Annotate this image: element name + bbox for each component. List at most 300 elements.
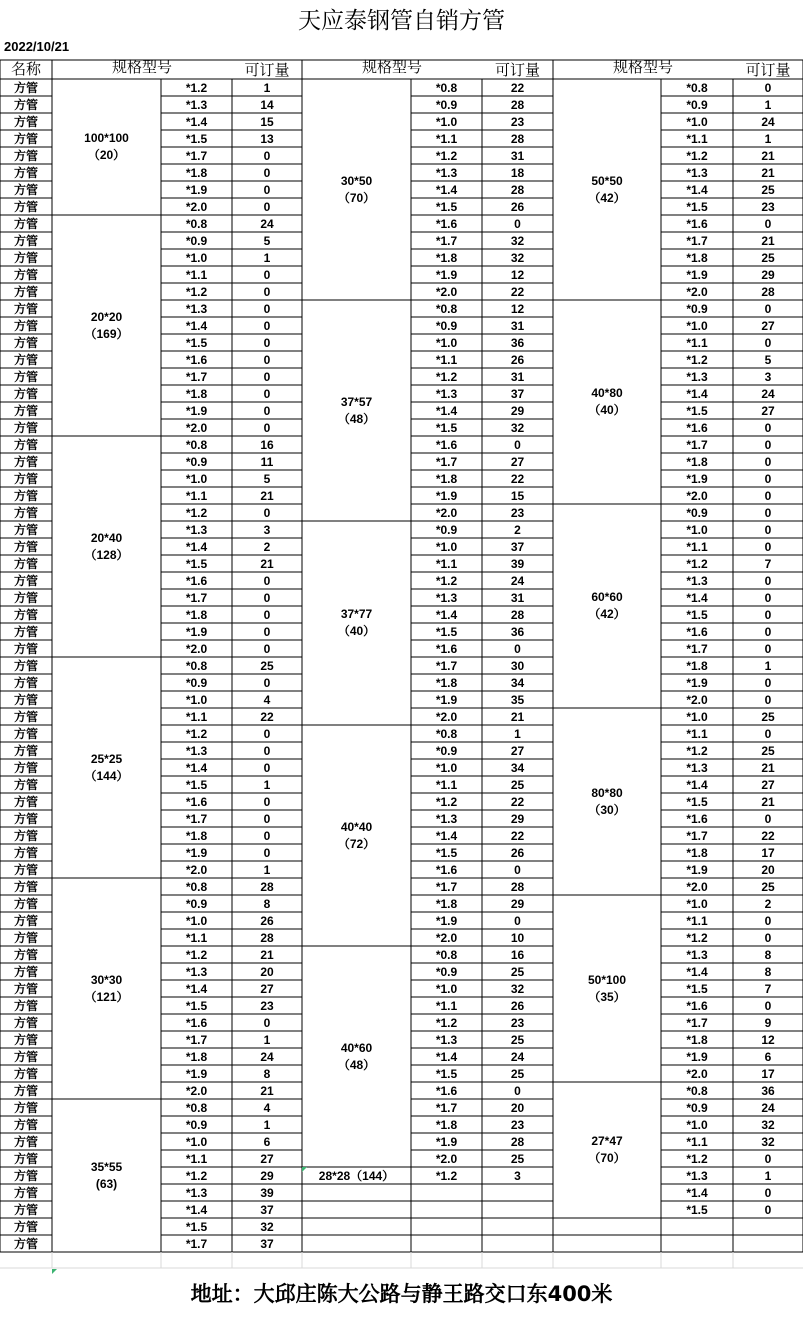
qty-cell: 24 (761, 387, 775, 401)
qty-cell: 22 (510, 472, 525, 486)
product-name: 方管 (13, 710, 38, 724)
product-name: 方管 (13, 1118, 38, 1132)
thickness-cell: *0.8 (435, 948, 458, 962)
thickness-cell: *1.4 (185, 1203, 208, 1217)
spec-label: 35*55 (90, 1159, 123, 1174)
qty-cell: 23 (510, 1118, 525, 1132)
qty-cell: 0 (263, 574, 271, 588)
thickness-cell: *1.1 (185, 489, 208, 503)
header-qty-3: 可订量 (745, 61, 791, 79)
qty-cell: 13 (260, 132, 274, 146)
qty-cell: 14 (260, 98, 274, 112)
qty-cell: 27 (761, 404, 775, 418)
qty-cell: 36 (510, 625, 525, 639)
product-name: 方管 (13, 574, 38, 588)
thickness-cell: *1.8 (435, 897, 458, 911)
spec-label: 20*20 (90, 309, 123, 324)
thickness-cell: *1.0 (185, 1135, 208, 1149)
thickness-cell: *1.1 (435, 353, 458, 367)
qty-cell: 23 (510, 115, 525, 129)
qty-cell: 0 (263, 404, 271, 418)
thickness-cell: *1.4 (435, 183, 458, 197)
product-name: 方管 (13, 1237, 38, 1251)
qty-cell: 26 (510, 353, 525, 367)
qty-cell: 25 (761, 880, 775, 894)
product-name: 方管 (13, 540, 38, 554)
thickness-cell: *1.3 (185, 744, 208, 758)
qty-cell: 0 (764, 727, 772, 741)
thickness-cell: *2.0 (686, 693, 708, 707)
product-name: 方管 (13, 285, 38, 299)
qty-cell: 28 (260, 931, 274, 945)
spec-label: 37*57 (340, 394, 373, 409)
thickness-cell: *1.5 (435, 846, 458, 860)
qty-cell: 15 (510, 489, 525, 503)
qty-cell: 0 (764, 455, 772, 469)
thickness-cell: *1.8 (185, 608, 208, 622)
thickness-cell: *1.0 (435, 115, 458, 129)
qty-cell: 0 (764, 472, 772, 486)
thickness-cell: *0.8 (686, 1084, 708, 1098)
qty-cell: 22 (510, 795, 525, 809)
thickness-cell: *2.0 (435, 1152, 458, 1166)
thickness-cell: *1.5 (185, 132, 208, 146)
qty-cell: 21 (260, 948, 274, 962)
spec-label: 40*40 (340, 819, 373, 834)
thickness-cell: *1.3 (435, 812, 458, 826)
qty-cell: 29 (761, 268, 775, 282)
product-name: 方管 (13, 506, 38, 520)
thickness-cell: *1.4 (185, 540, 208, 554)
qty-cell: 25 (510, 965, 525, 979)
thickness-cell: *0.8 (185, 217, 208, 231)
thickness-cell: *1.6 (185, 1016, 208, 1030)
thickness-cell: *1.7 (185, 1237, 208, 1251)
thickness-cell: *1.9 (686, 676, 708, 690)
thickness-cell: *1.3 (686, 1169, 708, 1183)
thickness-cell: *1.1 (435, 557, 458, 571)
thickness-cell: *1.0 (435, 336, 458, 350)
qty-cell: 0 (263, 506, 271, 520)
thickness-cell: *0.9 (686, 1101, 708, 1115)
qty-cell: 0 (263, 846, 271, 860)
spec-label: 20*40 (90, 530, 123, 545)
thickness-cell: *1.3 (435, 166, 458, 180)
qty-cell: 23 (510, 1016, 525, 1030)
thickness-cell: *1.6 (686, 217, 708, 231)
qty-cell: 24 (510, 1050, 525, 1064)
qty-cell: 28 (510, 183, 525, 197)
spec-count: （20） (87, 148, 126, 162)
qty-cell: 22 (510, 285, 525, 299)
qty-cell: 0 (263, 336, 271, 350)
qty-cell: 25 (761, 710, 775, 724)
thickness-cell: *1.6 (435, 438, 458, 452)
thickness-cell: *1.7 (686, 1016, 708, 1030)
qty-cell: 1 (263, 778, 271, 792)
thickness-cell: *1.5 (185, 999, 208, 1013)
thickness-cell: *1.2 (185, 81, 208, 95)
thickness-cell: *1.5 (686, 200, 708, 214)
qty-cell: 0 (514, 438, 521, 452)
qty-cell: 0 (263, 591, 271, 605)
qty-cell: 28 (510, 98, 525, 112)
thickness-cell: *1.7 (435, 659, 458, 673)
qty-cell: 29 (260, 1169, 274, 1183)
product-name: 方管 (13, 421, 38, 435)
product-name: 方管 (13, 1067, 38, 1081)
thickness-cell: *1.8 (185, 1050, 208, 1064)
qty-cell: 32 (510, 251, 525, 265)
qty-cell: 27 (510, 455, 525, 469)
thickness-cell: *2.0 (435, 931, 458, 945)
thickness-cell: *1.2 (435, 1016, 458, 1030)
product-name: 方管 (13, 217, 38, 231)
qty-cell: 0 (514, 863, 521, 877)
qty-cell: 24 (510, 574, 525, 588)
thickness-cell: *0.9 (435, 744, 458, 758)
product-name: 方管 (13, 1186, 38, 1200)
qty-cell: 10 (510, 931, 525, 945)
cell-marker-icon (302, 1167, 307, 1172)
thickness-cell: *1.0 (435, 982, 458, 996)
product-name: 方管 (13, 336, 38, 350)
header-spec-3: 规格型号 (612, 58, 673, 76)
qty-cell: 0 (764, 489, 772, 503)
thickness-cell: *1.2 (686, 744, 708, 758)
qty-cell: 3 (764, 370, 772, 384)
thickness-cell: *1.1 (686, 1135, 708, 1149)
qty-cell: 0 (764, 914, 772, 928)
qty-cell: 0 (263, 421, 271, 435)
qty-cell: 1 (764, 98, 772, 112)
qty-cell: 37 (510, 387, 525, 401)
product-name: 方管 (13, 999, 38, 1013)
qty-cell: 39 (510, 557, 525, 571)
product-name: 方管 (13, 591, 38, 605)
qty-cell: 0 (263, 353, 271, 367)
address-footer: 地址：大邱庄陈大公路与静王路交口东400米 (190, 1282, 613, 1306)
thickness-cell: *1.2 (435, 1169, 458, 1183)
qty-cell: 4 (263, 693, 271, 707)
qty-cell: 25 (761, 183, 775, 197)
thickness-cell: *0.9 (435, 98, 458, 112)
thickness-cell: *1.5 (686, 1203, 708, 1217)
qty-cell: 24 (260, 1050, 274, 1064)
spec-count: （48） (337, 1057, 376, 1072)
thickness-cell: *1.3 (686, 761, 708, 775)
qty-cell: 0 (764, 625, 772, 639)
qty-cell: 3 (263, 523, 271, 537)
qty-cell: 0 (263, 625, 271, 639)
qty-cell: 6 (764, 1050, 772, 1064)
thickness-cell: *1.7 (686, 438, 708, 452)
thickness-cell: *1.4 (686, 387, 708, 401)
qty-cell: 8 (764, 965, 772, 979)
thickness-cell: *1.3 (185, 965, 208, 979)
thickness-cell: *0.8 (185, 659, 208, 673)
qty-cell: 32 (510, 234, 525, 248)
spec-label: 100*100 (84, 131, 129, 145)
thickness-cell: *1.6 (435, 642, 458, 656)
thickness-cell: *1.8 (686, 1033, 708, 1047)
spec-count: （30） (588, 802, 626, 817)
thickness-cell: *1.7 (686, 642, 708, 656)
qty-cell: 2 (514, 523, 521, 537)
product-name: 方管 (13, 438, 38, 452)
thickness-cell: *1.9 (185, 183, 208, 197)
product-name: 方管 (13, 472, 38, 486)
thickness-cell: *0.9 (185, 234, 208, 248)
header-name: 名称 (10, 60, 41, 78)
qty-cell: 0 (263, 608, 271, 622)
qty-cell: 1 (263, 251, 271, 265)
qty-cell: 29 (510, 897, 525, 911)
page-title: 天应泰钢管自销方管 (298, 8, 505, 34)
thickness-cell: *1.9 (185, 846, 208, 860)
thickness-cell: *1.6 (435, 1084, 458, 1098)
thickness-cell: *1.6 (435, 217, 458, 231)
qty-cell: 0 (263, 387, 271, 401)
thickness-cell: *2.0 (686, 285, 708, 299)
thickness-cell: *1.3 (185, 302, 208, 316)
qty-cell: 0 (764, 540, 772, 554)
qty-cell: 0 (263, 727, 271, 741)
qty-cell: 39 (260, 1186, 274, 1200)
qty-cell: 23 (510, 506, 525, 520)
product-name: 方管 (13, 200, 38, 214)
product-name: 方管 (13, 149, 38, 163)
spec-count: (63) (95, 1176, 118, 1191)
thickness-cell: *1.3 (435, 387, 458, 401)
product-name: 方管 (13, 1101, 38, 1115)
qty-cell: 34 (510, 761, 525, 775)
spec-label: 40*60 (340, 1040, 373, 1055)
product-name: 方管 (13, 81, 38, 95)
header-spec-2: 规格型号 (361, 58, 422, 76)
product-name: 方管 (13, 183, 38, 197)
thickness-cell: *1.7 (185, 812, 208, 826)
thickness-cell: *1.9 (435, 268, 458, 282)
thickness-cell: *2.0 (686, 880, 708, 894)
thickness-cell: *2.0 (435, 506, 458, 520)
thickness-cell: *1.8 (686, 251, 708, 265)
qty-cell: 0 (514, 217, 521, 231)
thickness-cell: *1.1 (435, 999, 458, 1013)
qty-cell: 25 (761, 251, 775, 265)
product-name: 方管 (13, 387, 38, 401)
product-name: 方管 (13, 268, 38, 282)
thickness-cell: *1.9 (435, 914, 458, 928)
thickness-cell: *1.1 (185, 1152, 208, 1166)
qty-cell: 22 (510, 829, 525, 843)
thickness-cell: *1.5 (686, 982, 708, 996)
thickness-cell: *1.0 (686, 523, 708, 537)
thickness-cell: *1.3 (435, 591, 458, 605)
thickness-cell: *1.1 (185, 931, 208, 945)
qty-cell: 32 (510, 982, 525, 996)
qty-cell: 0 (764, 1152, 772, 1166)
qty-cell: 20 (761, 863, 775, 877)
thickness-cell: *1.0 (185, 472, 208, 486)
spec-label: 27*47 (591, 1134, 623, 1148)
qty-cell: 0 (764, 81, 772, 95)
qty-cell: 21 (260, 489, 274, 503)
qty-cell: 32 (510, 421, 525, 435)
qty-cell: 17 (761, 1067, 775, 1081)
qty-cell: 27 (260, 1152, 274, 1166)
thickness-cell: *1.7 (435, 1101, 458, 1115)
qty-cell: 1 (514, 727, 521, 741)
qty-cell: 7 (764, 982, 772, 996)
qty-cell: 0 (263, 761, 271, 775)
thickness-cell: *1.0 (185, 914, 208, 928)
spec-count: （42） (588, 607, 626, 621)
thickness-cell: *2.0 (686, 1067, 708, 1081)
qty-cell: 8 (764, 948, 772, 962)
thickness-cell: *1.8 (686, 455, 708, 469)
thickness-cell: *1.6 (185, 795, 208, 809)
qty-cell: 8 (263, 897, 271, 911)
product-name: 方管 (13, 1033, 38, 1047)
thickness-cell: *1.6 (686, 625, 708, 639)
qty-cell: 0 (764, 999, 772, 1013)
qty-cell: 0 (764, 812, 772, 826)
spec-count: （121） (84, 989, 129, 1004)
qty-cell: 29 (510, 404, 525, 418)
spec-label: 37*77 (340, 607, 373, 621)
thickness-cell: *0.9 (686, 506, 708, 520)
thickness-cell: *1.6 (686, 999, 708, 1013)
thickness-cell: *1.2 (185, 727, 208, 741)
qty-cell: 0 (764, 1186, 772, 1200)
qty-cell: 31 (510, 149, 525, 163)
qty-cell: 0 (263, 285, 271, 299)
thickness-cell: *1.2 (435, 370, 458, 384)
product-name: 方管 (13, 965, 38, 979)
thickness-cell: *1.0 (686, 897, 708, 911)
product-name: 方管 (13, 251, 38, 265)
thickness-cell: *1.4 (435, 1050, 458, 1064)
thickness-cell: *1.1 (686, 540, 708, 554)
product-name: 方管 (13, 727, 38, 741)
product-name: 方管 (13, 642, 38, 656)
qty-cell: 30 (510, 659, 525, 673)
thickness-cell: *1.3 (686, 370, 708, 384)
product-name: 方管 (13, 778, 38, 792)
thickness-cell: *1.5 (435, 421, 458, 435)
qty-cell: 0 (514, 914, 521, 928)
thickness-cell: *1.0 (435, 540, 458, 554)
thickness-cell: *2.0 (686, 489, 708, 503)
thickness-cell: *2.0 (185, 642, 208, 656)
qty-cell: 37 (510, 540, 525, 554)
qty-cell: 0 (263, 642, 271, 656)
thickness-cell: *1.1 (185, 710, 208, 724)
qty-cell: 28 (761, 285, 775, 299)
spec-label: 28*28（144） (318, 1169, 395, 1183)
product-name: 方管 (13, 98, 38, 112)
qty-cell: 25 (510, 1152, 525, 1166)
qty-cell: 0 (263, 370, 271, 384)
product-name: 方管 (13, 744, 38, 758)
qty-cell: 0 (263, 812, 271, 826)
qty-cell: 0 (263, 166, 271, 180)
qty-cell: 28 (260, 880, 274, 894)
product-name: 方管 (13, 1050, 38, 1064)
qty-cell: 9 (764, 1016, 772, 1030)
qty-cell: 24 (260, 217, 274, 231)
thickness-cell: *0.9 (686, 98, 708, 112)
thickness-cell: *2.0 (435, 285, 458, 299)
qty-cell: 0 (263, 302, 271, 316)
thickness-cell: *1.3 (686, 948, 708, 962)
qty-cell: 24 (761, 115, 775, 129)
thickness-cell: *1.2 (185, 285, 208, 299)
qty-cell: 0 (764, 931, 772, 945)
qty-cell: 28 (510, 608, 525, 622)
thickness-cell: *1.4 (686, 183, 708, 197)
spec-count: （128） (84, 547, 129, 562)
thickness-cell: *1.0 (686, 319, 708, 333)
qty-cell: 36 (761, 1084, 775, 1098)
product-name: 方管 (13, 319, 38, 333)
spec-count: （70） (337, 190, 376, 205)
thickness-cell: *1.7 (435, 234, 458, 248)
product-name: 方管 (13, 302, 38, 316)
qty-cell: 22 (510, 81, 525, 95)
thickness-cell: *1.7 (185, 370, 208, 384)
thickness-cell: *1.5 (435, 625, 458, 639)
qty-cell: 24 (761, 1101, 775, 1115)
product-name: 方管 (13, 370, 38, 384)
thickness-cell: *1.5 (185, 557, 208, 571)
qty-cell: 22 (260, 710, 274, 724)
qty-cell: 11 (260, 455, 274, 469)
thickness-cell: *1.0 (185, 251, 208, 265)
thickness-cell: *1.1 (686, 914, 708, 928)
thickness-cell: *0.8 (185, 438, 208, 452)
product-name: 方管 (13, 914, 38, 928)
thickness-cell: *1.6 (686, 812, 708, 826)
thickness-cell: *1.4 (185, 115, 208, 129)
qty-cell: 27 (510, 744, 525, 758)
qty-cell: 0 (263, 795, 271, 809)
thickness-cell: *1.8 (435, 251, 458, 265)
qty-cell: 20 (510, 1101, 525, 1115)
qty-cell: 20 (260, 965, 274, 979)
qty-cell: 1 (764, 659, 772, 673)
qty-cell: 36 (510, 336, 525, 350)
thickness-cell: *1.9 (686, 472, 708, 486)
qty-cell: 12 (510, 268, 525, 282)
qty-cell: 0 (764, 608, 772, 622)
product-name: 方管 (13, 1220, 38, 1234)
thickness-cell: *1.9 (185, 625, 208, 639)
thickness-cell: *1.8 (435, 676, 458, 690)
qty-cell: 0 (764, 574, 772, 588)
product-name: 方管 (13, 1016, 38, 1030)
qty-cell: 22 (761, 829, 775, 843)
product-name: 方管 (13, 659, 38, 673)
qty-cell: 0 (764, 523, 772, 537)
qty-cell: 1 (263, 81, 271, 95)
thickness-cell: *1.5 (686, 795, 708, 809)
thickness-cell: *1.2 (435, 574, 458, 588)
thickness-cell: *1.7 (435, 455, 458, 469)
thickness-cell: *1.2 (686, 1152, 708, 1166)
qty-cell: 26 (260, 914, 274, 928)
